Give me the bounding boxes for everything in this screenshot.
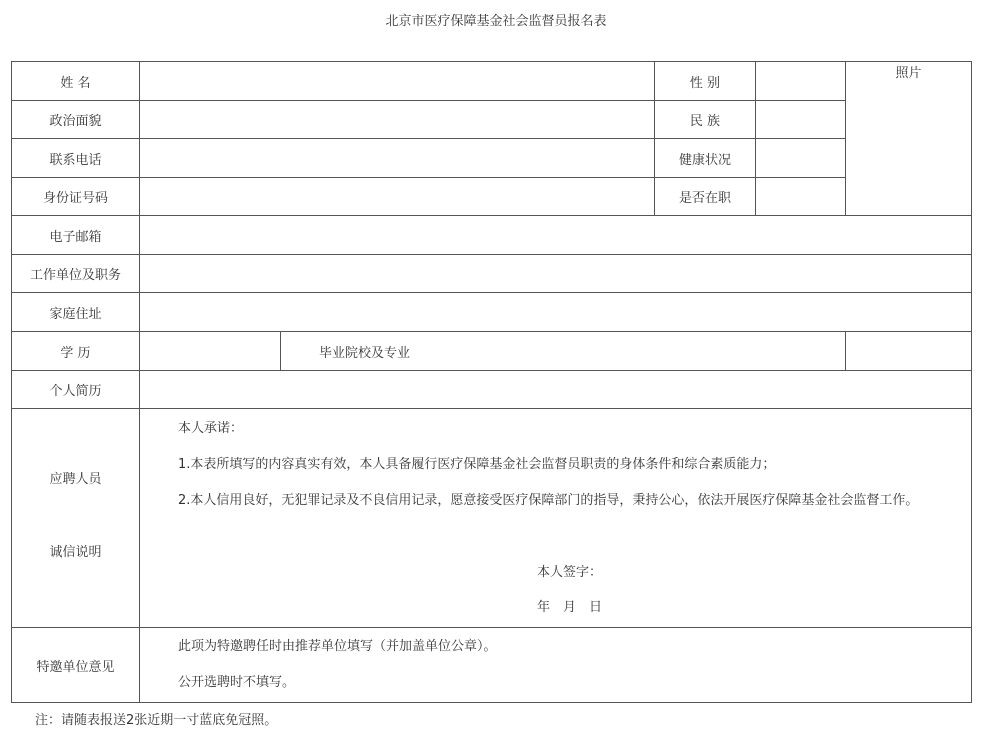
signature-label: 本人签字：: [537, 565, 603, 580]
pledge-item-1: 1.本表所填写的内容真实有效，本人具备履行医疗保障基金社会监督员职责的身体条件和综合素质能力；: [178, 457, 776, 472]
opinion-label: 特邀单位意见: [12, 628, 140, 703]
ethnicity-label: 民 族: [655, 101, 756, 139]
education-field[interactable]: [140, 332, 281, 371]
phone-label: 联系电话: [12, 139, 140, 178]
political-label: 政治面貌: [12, 101, 140, 139]
gender-label: 性 别: [655, 62, 756, 101]
footnote: 注：请随表报送2张近期一寸蓝底免冠照。: [35, 713, 278, 728]
health-field[interactable]: [756, 139, 846, 178]
employed-field[interactable]: [756, 178, 846, 216]
photo-box[interactable]: [846, 62, 972, 216]
pledge-heading: 本人承诺：: [178, 421, 244, 436]
pledge-item-2: 2.本人信用良好，无犯罪记录及不良信用记录，愿意接受医疗保障部门的指导，秉持公心，依法开展医疗保障基金社会监督工作。: [178, 493, 919, 508]
employer-field[interactable]: [140, 255, 972, 293]
address-field[interactable]: [140, 293, 972, 332]
email-label: 电子邮箱: [12, 216, 140, 255]
opinion-line-2: 公开选聘时不填写。: [178, 675, 296, 690]
ethnicity-field[interactable]: [756, 101, 846, 139]
form-title: 北京市医疗保障基金社会监督员报名表: [385, 14, 607, 29]
integrity-statement-label: [12, 409, 140, 628]
photo-label: 照片: [895, 65, 922, 81]
registration-form: [11, 61, 972, 703]
address-label: 家庭住址: [12, 293, 140, 332]
email-field[interactable]: [140, 216, 972, 255]
opinion-field: [140, 628, 972, 703]
education-label: 学 历: [12, 332, 140, 371]
name-label: 姓 名: [12, 62, 140, 101]
political-field[interactable]: [140, 101, 655, 139]
signature-date: 年 月 日: [537, 600, 603, 615]
employed-label: 是否在职: [655, 178, 756, 216]
id-number-label: 身份证号码: [12, 178, 140, 216]
integrity-label-line-1: 应聘人员: [49, 472, 102, 487]
name-field[interactable]: [140, 62, 655, 101]
health-label: 健康状况: [655, 139, 756, 178]
employer-label: 工作单位及职务: [12, 255, 140, 293]
id-number-field[interactable]: [140, 178, 655, 216]
school-major-label: 毕业院校及专业: [281, 332, 846, 371]
resume-field[interactable]: [140, 371, 972, 409]
phone-field[interactable]: [140, 139, 655, 178]
school-major-field[interactable]: [846, 332, 972, 371]
opinion-line-1: 此项为特邀聘任时由推荐单位填写（并加盖单位公章）。: [178, 639, 497, 654]
integrity-label-line-2: 诚信说明: [49, 545, 102, 560]
resume-label: 个人简历: [12, 371, 140, 409]
integrity-pledge: [140, 409, 972, 628]
gender-field[interactable]: [756, 62, 846, 101]
